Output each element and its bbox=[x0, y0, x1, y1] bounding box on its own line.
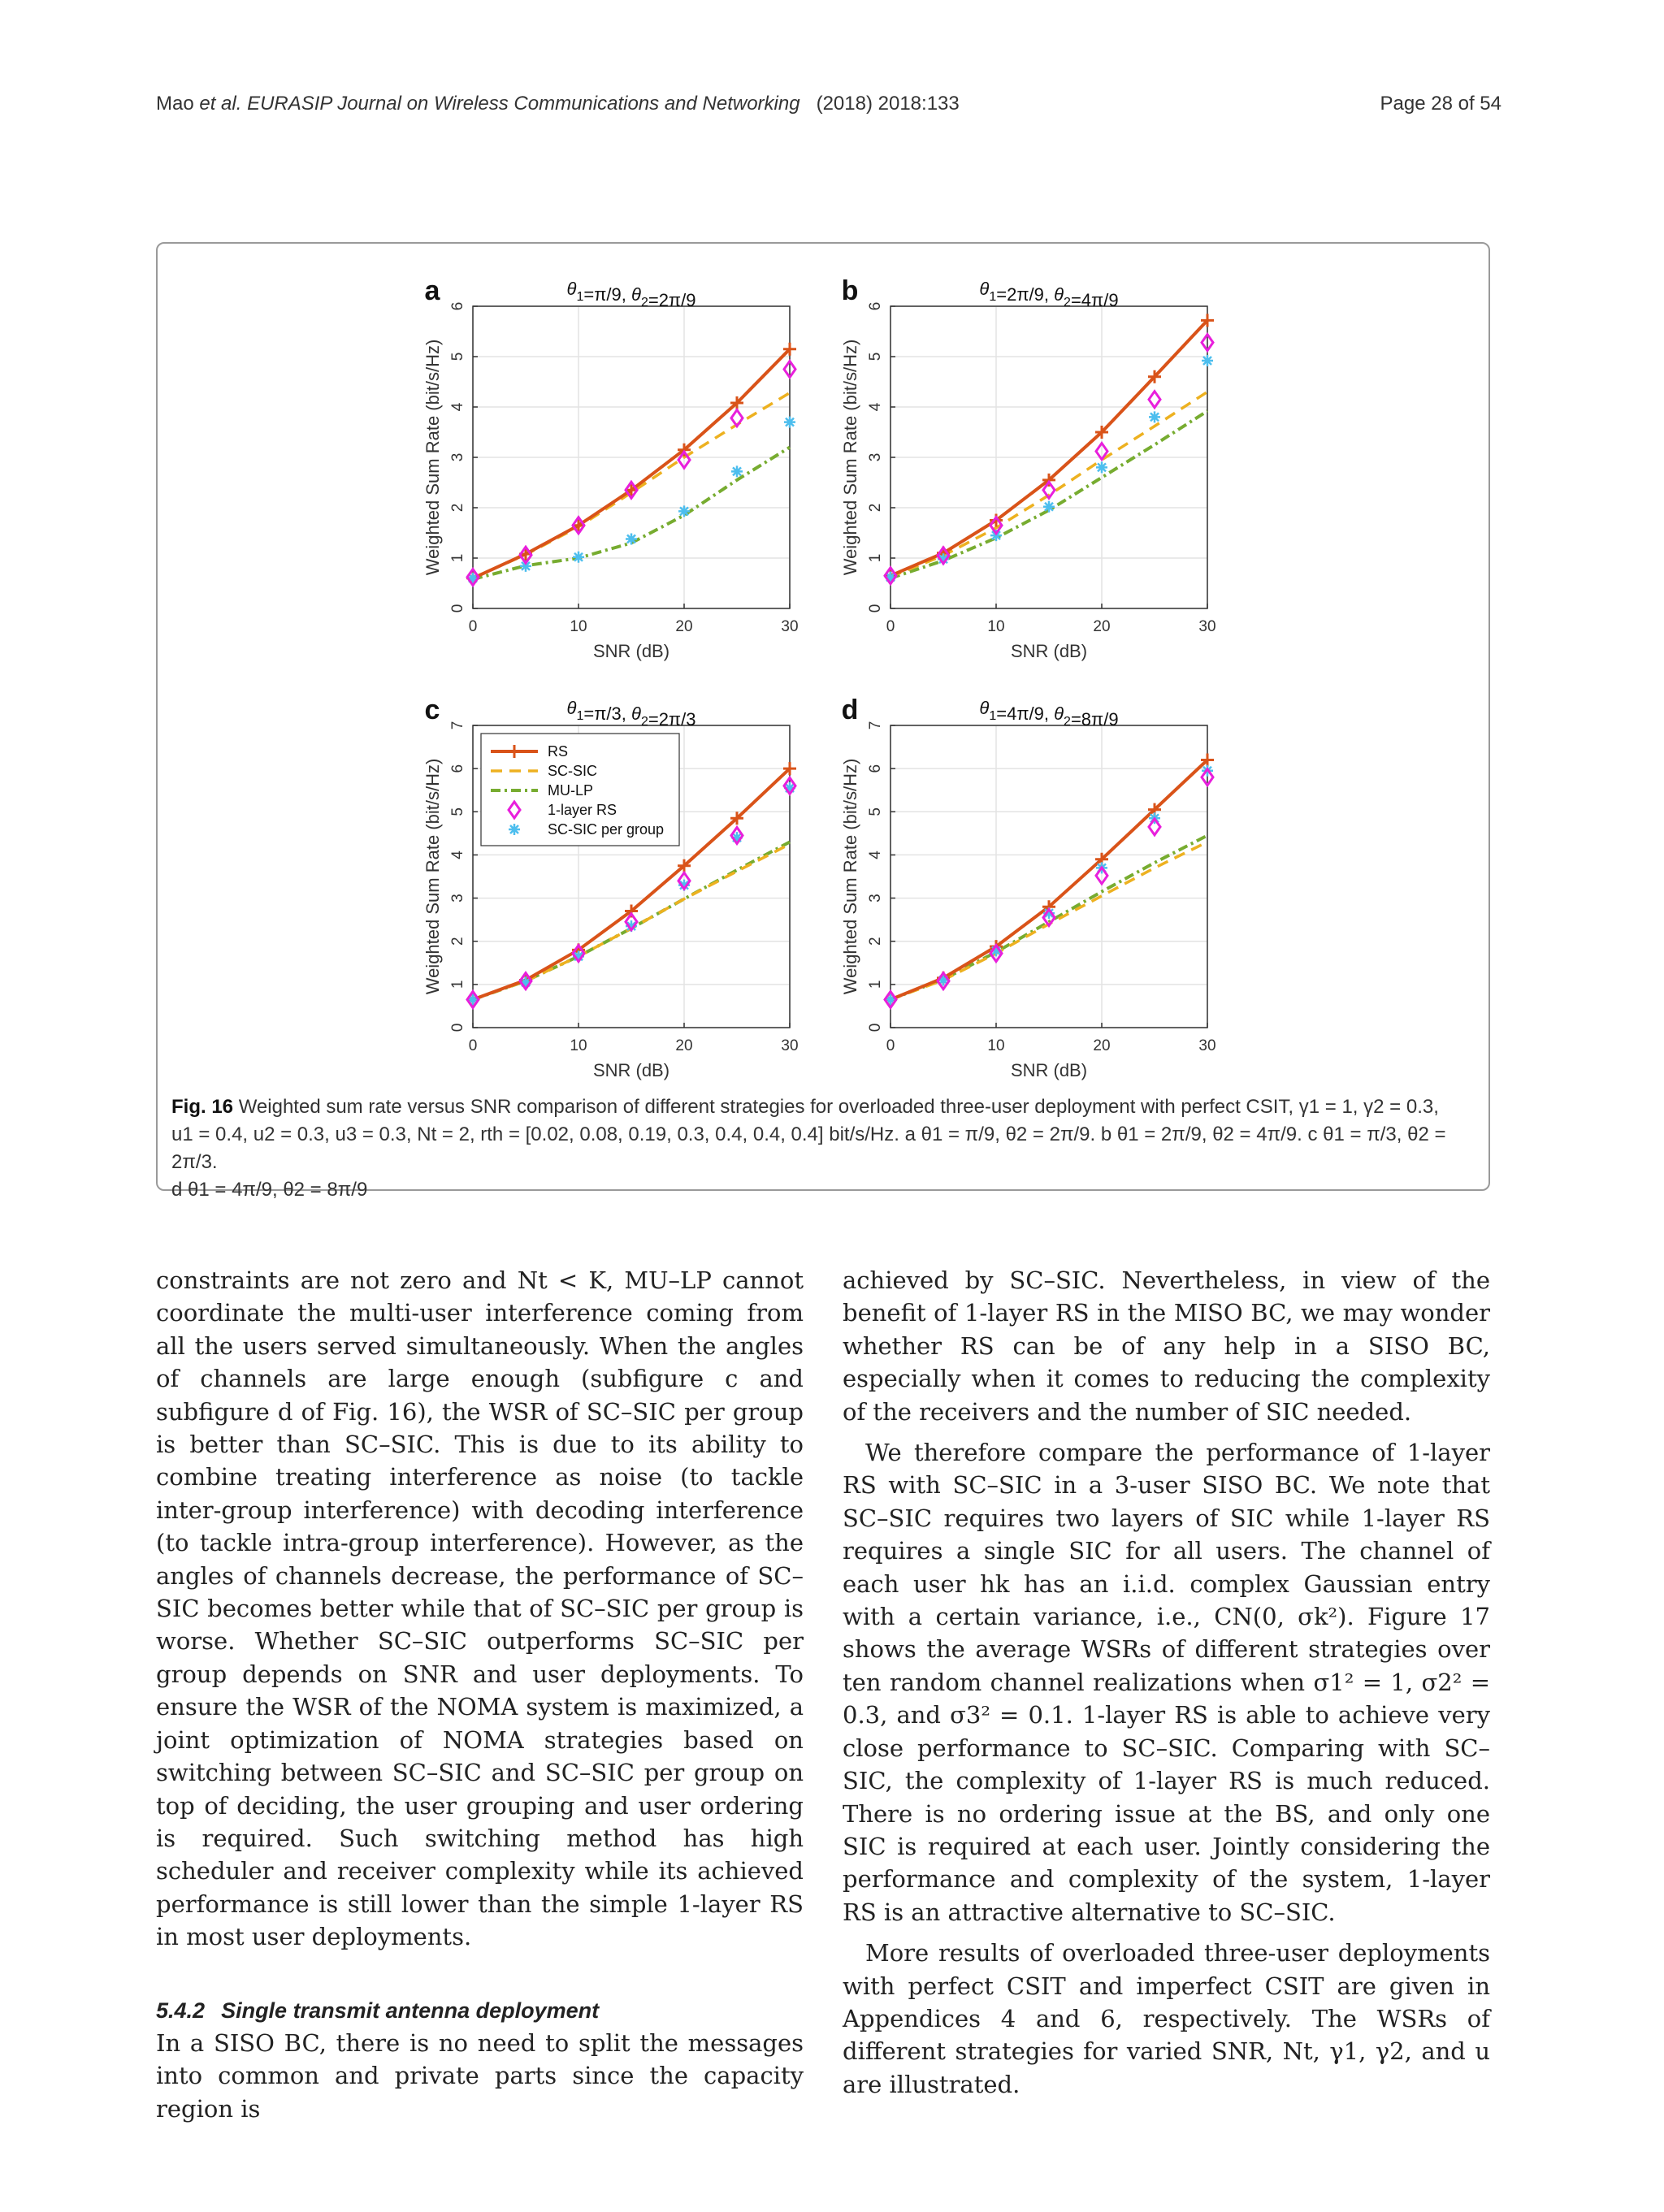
legend-label: MU-LP bbox=[548, 782, 594, 799]
y-tick-label: 5 bbox=[449, 807, 466, 816]
caption-label: Fig. 16 bbox=[171, 1096, 234, 1118]
chart-panel-c bbox=[422, 695, 799, 1080]
figure-caption bbox=[171, 1093, 1480, 1204]
x-axis-label: SNR (dB) bbox=[592, 641, 670, 661]
x-tick-label: 20 bbox=[675, 1037, 693, 1054]
data-point-sc-sic-per-group bbox=[1043, 501, 1055, 513]
y-tick-label: 2 bbox=[867, 937, 884, 946]
data-point-sc-sic-per-group bbox=[573, 552, 584, 563]
y-tick-label: 5 bbox=[449, 352, 466, 361]
x-tick-label: 0 bbox=[886, 618, 895, 635]
y-tick-label: 5 bbox=[867, 352, 884, 361]
y-tick-label: 2 bbox=[867, 503, 884, 513]
y-tick-label: 2 bbox=[449, 503, 466, 513]
header-authors: Mao bbox=[156, 93, 194, 115]
x-tick-label: 30 bbox=[1198, 1037, 1216, 1054]
panel-label: a bbox=[424, 275, 440, 306]
y-tick-label: 3 bbox=[867, 894, 884, 903]
y-tick-label: 3 bbox=[449, 894, 466, 903]
section-heading bbox=[156, 1994, 804, 2027]
header-citation: (2018) 2018:133 bbox=[816, 93, 960, 115]
caption-line-2: u1 = 0.4, u2 = 0.3, u3 = 0.3, Nt = 2, rth = [0.02, 0.08, 0.19, 0.3, 0.4, 0.4, 0.4] bit/s/Hz. a θ1 = π/9, θ2 = 2π/9. b θ1 = 2π/9, θ2 = 4π/9. c θ1 = π/3, θ2 = 2π/3. bbox=[171, 1123, 1446, 1173]
data-point-sc-sic-per-group bbox=[784, 417, 795, 428]
legend-label: SC-SIC per group bbox=[548, 821, 665, 838]
x-tick-label: 10 bbox=[570, 1037, 587, 1054]
section-title: Single transmit antenna deployment bbox=[221, 1998, 600, 2023]
y-axis-label: Weighted Sum Rate (bit/s/Hz) bbox=[422, 758, 443, 995]
paragraph: We therefore compare the performance of 1-layer RS with SC–SIC in a 3-user SISO BC. We note that SC–SIC requires two layers of SIC while 1-layer RS requires a single SIC for all users. The channel of each user hk has an i.i.d. complex Gaussian entry with a certain variance, i.e., CN(0, σk²). Figure 17 shows the average WSRs of different strategies over ten random channel realizations when σ1² = 1, σ2² = 0.3, and σ3² = 0.1. 1-layer RS is able to achieve very close performance to SC–SIC. Comparing with SC–SIC, the complexity of 1-layer RS is much reduced. There is no ordering issue at the BS, and only one SIC is required at each user. Jointly considering the performance and complexity of the system, 1-layer RS is an attractive alternative to SC–SIC. bbox=[843, 1439, 1490, 1926]
legend-label: SC-SIC bbox=[548, 763, 598, 779]
x-tick-label: 0 bbox=[468, 618, 478, 635]
x-tick-label: 0 bbox=[886, 1037, 895, 1054]
y-tick-label: 4 bbox=[867, 402, 884, 412]
y-tick-label: 2 bbox=[449, 937, 466, 946]
x-tick-label: 20 bbox=[1093, 1037, 1111, 1054]
legend bbox=[481, 734, 679, 846]
chart-title: $\theta_1=4\pi/9$, $\theta_2=8\pi/9$ bbox=[979, 698, 1119, 729]
y-tick-label: 1 bbox=[867, 980, 884, 989]
data-point-sc-sic-per-group bbox=[1096, 461, 1107, 473]
y-tick-label: 5 bbox=[867, 807, 884, 816]
paragraph: In a SISO BC, there is no need to split the messages into common and private parts since the capacity region is bbox=[156, 2028, 804, 2123]
y-tick-label: 0 bbox=[449, 604, 466, 613]
header-etal: et al. bbox=[199, 93, 242, 115]
y-tick-label: 0 bbox=[449, 1023, 466, 1032]
x-tick-label: 10 bbox=[570, 618, 587, 635]
body-column-left bbox=[156, 1264, 804, 2125]
chart-panel-b bbox=[840, 275, 1216, 661]
chart-title: $\theta_1=\pi/9$, $\theta_2=2\pi/9$ bbox=[566, 279, 696, 310]
data-point-sc-sic-per-group bbox=[678, 505, 690, 517]
caption-line-3: d θ1 = 4π/9, θ2 = 8π/9 bbox=[171, 1179, 368, 1201]
data-point-sc-sic-per-group bbox=[1202, 355, 1213, 366]
y-tick-label: 3 bbox=[867, 452, 884, 462]
y-tick-label: 6 bbox=[449, 301, 466, 311]
y-tick-label: 4 bbox=[449, 402, 466, 412]
y-tick-label: 6 bbox=[867, 301, 884, 311]
y-axis-label: Weighted Sum Rate (bit/s/Hz) bbox=[840, 758, 860, 995]
y-axis-label: Weighted Sum Rate (bit/s/Hz) bbox=[422, 339, 443, 576]
x-tick-label: 10 bbox=[987, 1037, 1005, 1054]
x-tick-label: 0 bbox=[468, 1037, 478, 1054]
panel-label: c bbox=[424, 695, 440, 725]
legend-marker bbox=[509, 824, 520, 835]
y-tick-label: 1 bbox=[867, 553, 884, 563]
x-axis-label: SNR (dB) bbox=[1010, 1060, 1088, 1080]
x-tick-label: 20 bbox=[675, 618, 693, 635]
y-tick-label: 1 bbox=[449, 980, 466, 989]
y-axis-label: Weighted Sum Rate (bit/s/Hz) bbox=[840, 339, 860, 576]
y-tick-label: 0 bbox=[867, 604, 884, 613]
y-tick-label: 4 bbox=[449, 851, 466, 859]
y-tick-label: 0 bbox=[867, 1023, 884, 1032]
y-tick-label: 6 bbox=[867, 764, 884, 773]
figure-16 bbox=[0, 0, 1664, 1093]
page-number: Page 28 of 54 bbox=[1380, 93, 1502, 115]
legend-label: RS bbox=[548, 743, 569, 760]
y-tick-label: 4 bbox=[867, 851, 884, 859]
x-tick-label: 30 bbox=[781, 1037, 799, 1054]
panel-label: b bbox=[841, 275, 859, 306]
section-number: 5.4.2 bbox=[156, 1998, 206, 2023]
chart-panel-d bbox=[840, 695, 1216, 1080]
paragraph: constraints are not zero and Nt < K, MU–LP cannot coordinate the multi-user interference coming from all the users served simultaneously. When the angles of channels are large enough (subfigure c and subfigure d of Fig. 16), the WSR of SC–SIC per group is better than SC–SIC. This is due to its ability to combine treating interference as noise (to tackle inter-group interference) with decoding interference (to tackle intra-group interference). However, as the angles of channels decrease, the performance of SC–SIC becomes better while that of SC–SIC per group is worse. Whether SC–SIC outperforms SC–SIC per group depends on SNR and user deployments. To ensure the WSR of the NOMA system is maximized, a joint optimization of NOMA strategies based on switching between SC–SIC and SC–SIC per group on top of deciding, the user grouping and user ordering is required. Such switching method has high scheduler and receiver complexity while its achieved performance is still lower than the simple 1-layer RS in most user deployments. bbox=[156, 1266, 804, 1951]
y-tick-label: 7 bbox=[449, 721, 466, 730]
chart-title: $\theta_1=2\pi/9$, $\theta_2=4\pi/9$ bbox=[979, 279, 1119, 310]
data-point-sc-sic-per-group bbox=[626, 533, 637, 544]
chart-title: $\theta_1=\pi/3$, $\theta_2=2\pi/3$ bbox=[566, 698, 696, 729]
x-tick-label: 30 bbox=[1198, 618, 1216, 635]
x-tick-label: 10 bbox=[987, 618, 1005, 635]
x-tick-label: 30 bbox=[781, 618, 799, 635]
x-tick-label: 20 bbox=[1093, 618, 1111, 635]
x-axis-label: SNR (dB) bbox=[592, 1060, 670, 1080]
paragraph: More results of overloaded three-user deployments with perfect CSIT and imperfect CSIT are given in Appendices 4 and 6, respectively. The WSRs of different strategies for varied SNR, Nt, γ1, γ2, and u are illustrated. bbox=[843, 1939, 1490, 2098]
y-tick-label: 6 bbox=[449, 764, 466, 773]
body-column-right bbox=[843, 1264, 1490, 2101]
data-point-sc-sic-per-group bbox=[731, 465, 743, 477]
data-point-sc-sic-per-group bbox=[1149, 411, 1160, 422]
y-tick-label: 3 bbox=[449, 452, 466, 462]
header-journal: EURASIP Journal on Wireless Communications and Networking bbox=[247, 93, 800, 115]
caption-line-1: Weighted sum rate versus SNR comparison of different strategies for overloaded three-user deployment with perfect CSIT, γ1 = 1, γ2 = 0.3, bbox=[238, 1096, 1439, 1118]
y-tick-label: 7 bbox=[867, 721, 884, 730]
panel-label: d bbox=[841, 695, 859, 725]
y-tick-label: 1 bbox=[449, 553, 466, 563]
x-axis-label: SNR (dB) bbox=[1010, 641, 1088, 661]
chart-panel-a bbox=[422, 275, 799, 661]
paragraph: achieved by SC–SIC. Nevertheless, in view of the benefit of 1-layer RS in the MISO BC, we may wonder whether RS can be of any help in a SISO BC, especially when it comes to reducing the complexity of the receivers and the number of SIC needed. bbox=[843, 1266, 1490, 1426]
legend-label: 1-layer RS bbox=[548, 802, 618, 818]
